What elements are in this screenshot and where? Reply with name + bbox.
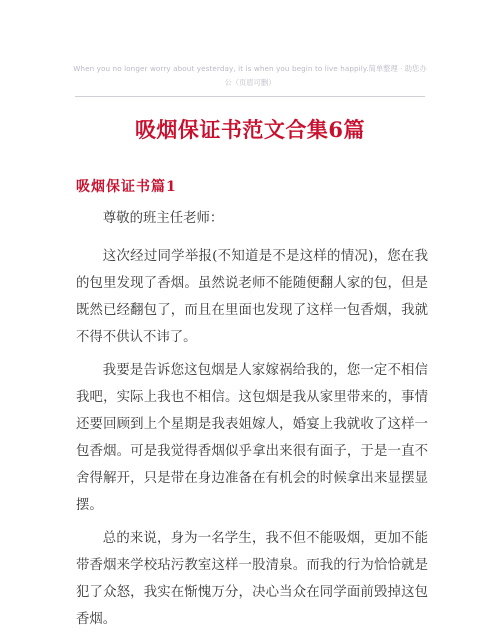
paragraph-1: 这次经过同学举报(不知道是不是这样的情况)，您在我的包里发现了香烟。虽然说老师不能随便翻人家的包，但是既然已经翻包了，而且在里面也发现了这样一包香烟，我就不得不供认不讳了。 [76,249,428,345]
header-divider [75,96,425,97]
header-note: When you no longer worry about yesterday, it is when you begin to live happily.简单整理 · 助您办公（页眉可删） [73,64,427,87]
paragraph-2: 我要是告诉您这包烟是人家嫁祸给我的，您一定不相信我吧，实际上我也不相信。这包烟是我从家里带来的，事情还要回顾到上个星期是我表姐嫁人，婚宴上我就收了这样一包香烟。可是我觉得香烟似乎拿出来很有面子，于是一直不舍得解开，只是带在身边准备在有机会的时候拿出来显摆显摆。 [76,363,428,513]
document-title: 吸烟保证书范文合集6篇 [134,117,366,142]
salutation: 尊敬的班主任老师： [102,211,224,226]
paragraph-3: 总的来说，身为一名学生，我不但不能吸烟，更加不能带香烟来学校玷污教室这样一股清泉。而我的行为恰恰就是犯了众怒，我实在惭愧万分，决心当众在同学面前毁掉这包香烟。 [76,531,428,627]
section-title: 吸烟保证书篇1 [76,179,177,195]
